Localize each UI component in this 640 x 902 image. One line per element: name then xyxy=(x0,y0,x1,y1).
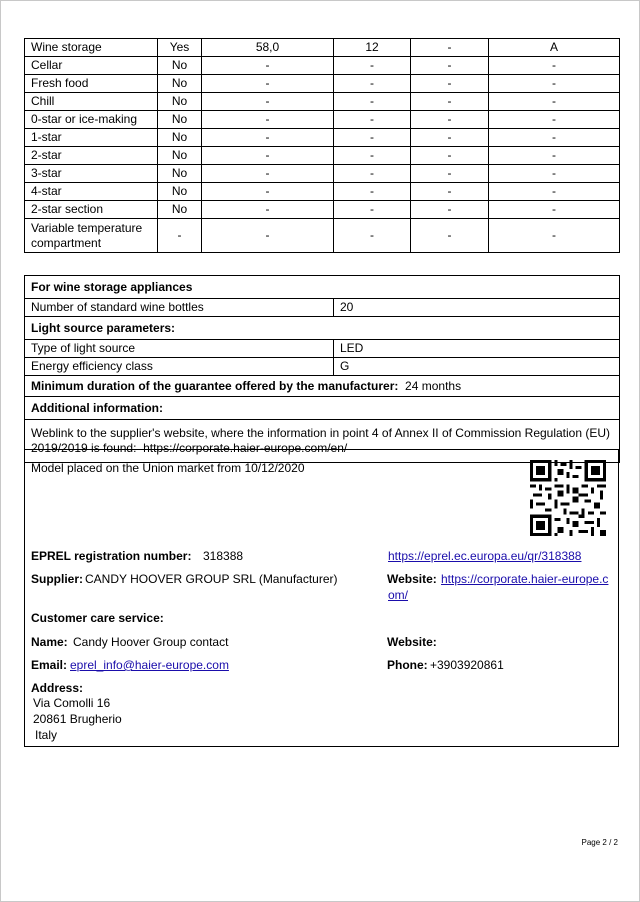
address-line-3: Italy xyxy=(35,728,58,742)
row-present: No xyxy=(158,165,202,183)
energy-class-value: G xyxy=(334,358,620,376)
row-present: No xyxy=(158,129,202,147)
eprel-value: 318388 xyxy=(203,549,244,563)
row-climate: A xyxy=(489,39,620,57)
contact-name-label: Name: xyxy=(31,635,68,649)
table-row xyxy=(25,93,620,111)
contact-name-value: Candy Hoover Group contact xyxy=(73,635,229,649)
additional-heading: Additional information: xyxy=(25,397,620,420)
row-name: Wine storage xyxy=(25,39,158,57)
row-temperature: - xyxy=(334,147,411,165)
row-climate: - xyxy=(489,165,620,183)
row-freezing: - xyxy=(411,75,489,93)
bottles-label: Number of standard wine bottles xyxy=(25,299,334,317)
address-label: Address: xyxy=(31,681,84,695)
row-temperature: - xyxy=(334,165,411,183)
table-row xyxy=(25,39,620,57)
compartment-table xyxy=(24,38,620,253)
guarantee-value: 24 months xyxy=(405,378,462,393)
supplier-value: CANDY HOOVER GROUP SRL (Manufacturer) xyxy=(85,572,338,586)
row-volume: - xyxy=(202,111,334,129)
row-freezing: - xyxy=(411,219,489,253)
row-volume: - xyxy=(202,165,334,183)
table-row xyxy=(25,147,620,165)
row-temperature: - xyxy=(334,75,411,93)
row-freezing: - xyxy=(411,147,489,165)
row-freezing: - xyxy=(411,39,489,57)
eprel-label: EPREL registration number: xyxy=(31,549,192,563)
row-freezing: - xyxy=(411,57,489,75)
table-row xyxy=(25,75,620,93)
row-climate: - xyxy=(489,57,620,75)
row-volume: - xyxy=(202,147,334,165)
phone-value: +3903920861 xyxy=(430,658,504,672)
address-line-1: Via Comolli 16 xyxy=(33,696,111,710)
row-present: No xyxy=(158,147,202,165)
row-volume: - xyxy=(202,93,334,111)
row-freezing: - xyxy=(411,111,489,129)
row-freezing: - xyxy=(411,165,489,183)
row-climate: - xyxy=(489,219,620,253)
row-name: Fresh food xyxy=(25,75,158,93)
row-volume: - xyxy=(202,201,334,219)
light-type-label: Type of light source xyxy=(25,340,334,358)
phone-label: Phone: xyxy=(387,658,428,672)
email-label: Email: xyxy=(31,658,68,672)
row-climate: - xyxy=(489,111,620,129)
table-row xyxy=(25,219,620,253)
additional-text: Weblink to the supplier's website, where the information in point 4 of Annex II of Commission Regulation (EU) 2019/2019 is found: xyxy=(31,426,611,455)
row-volume: - xyxy=(202,75,334,93)
table-row xyxy=(25,165,620,183)
row-temperature: - xyxy=(334,219,411,253)
row-freezing: - xyxy=(411,201,489,219)
row-name: Chill xyxy=(25,93,158,111)
row-present: - xyxy=(158,219,202,253)
address-line-2: 20861 Brugherio xyxy=(33,712,122,726)
row-temperature: - xyxy=(334,183,411,201)
additional-url[interactable]: https://corporate.haier-europe.com/en/ xyxy=(143,441,348,455)
guarantee-label: Minimum duration of the guarantee offered by the manufacturer: xyxy=(31,378,399,393)
website-link[interactable]: https://corporate.haier-europe.c xyxy=(441,572,609,586)
row-present: Yes xyxy=(158,39,202,57)
row-temperature: - xyxy=(334,111,411,129)
row-temperature: - xyxy=(334,93,411,111)
model-info-box xyxy=(24,449,619,747)
wine-heading: For wine storage appliances xyxy=(25,276,620,299)
row-temperature: - xyxy=(334,129,411,147)
row-name: 1-star xyxy=(25,129,158,147)
energy-class-label: Energy efficiency class xyxy=(25,358,334,376)
row-present: No xyxy=(158,201,202,219)
row-climate: - xyxy=(489,201,620,219)
row-temperature: 12 xyxy=(334,39,411,57)
bottles-value: 20 xyxy=(334,299,620,317)
row-climate: - xyxy=(489,183,620,201)
row-temperature: - xyxy=(334,57,411,75)
email-link[interactable]: eprel_info@haier-europe.com xyxy=(70,658,229,672)
row-name: 0-star or ice-making xyxy=(25,111,158,129)
light-type-value: LED xyxy=(334,340,620,358)
row-present: No xyxy=(158,75,202,93)
table-row xyxy=(25,129,620,147)
row-volume: - xyxy=(202,57,334,75)
row-name: 4-star xyxy=(25,183,158,201)
row-climate: - xyxy=(489,75,620,93)
row-name: Variable temperature compartment xyxy=(25,219,158,253)
row-present: No xyxy=(158,183,202,201)
table-row xyxy=(25,201,620,219)
website-link-cont[interactable]: om/ xyxy=(388,588,409,602)
row-present: No xyxy=(158,57,202,75)
row-present: No xyxy=(158,111,202,129)
eprel-link[interactable]: https://eprel.ec.europa.eu/qr/318388 xyxy=(388,549,582,563)
row-name: Cellar xyxy=(25,57,158,75)
table-row xyxy=(25,111,620,129)
row-volume: 58,0 xyxy=(202,39,334,57)
row-freezing: - xyxy=(411,183,489,201)
row-volume: - xyxy=(202,183,334,201)
guarantee-row xyxy=(25,376,620,397)
row-climate: - xyxy=(489,93,620,111)
table-row xyxy=(25,57,620,75)
row-name: 3-star xyxy=(25,165,158,183)
page-number: Page 2 / 2 xyxy=(581,838,618,847)
qr-code-icon[interactable] xyxy=(530,460,606,536)
row-name: 2-star xyxy=(25,147,158,165)
row-name: 2-star section xyxy=(25,201,158,219)
light-heading: Light source parameters: xyxy=(25,317,620,340)
customer-care-heading: Customer care service: xyxy=(31,611,164,625)
row-present: No xyxy=(158,93,202,111)
row-climate: - xyxy=(489,129,620,147)
row-temperature: - xyxy=(334,201,411,219)
supplier-label: Supplier: xyxy=(31,572,84,586)
row-freezing: - xyxy=(411,129,489,147)
care-website-label: Website: xyxy=(387,635,437,649)
row-climate: - xyxy=(489,147,620,165)
website-label: Website: xyxy=(387,572,437,586)
row-volume: - xyxy=(202,219,334,253)
row-volume: - xyxy=(202,129,334,147)
row-freezing: - xyxy=(411,93,489,111)
placed-on-market: Model placed on the Union market from 10/12/2020 xyxy=(31,461,305,475)
info-table xyxy=(24,275,620,463)
table-row xyxy=(25,183,620,201)
